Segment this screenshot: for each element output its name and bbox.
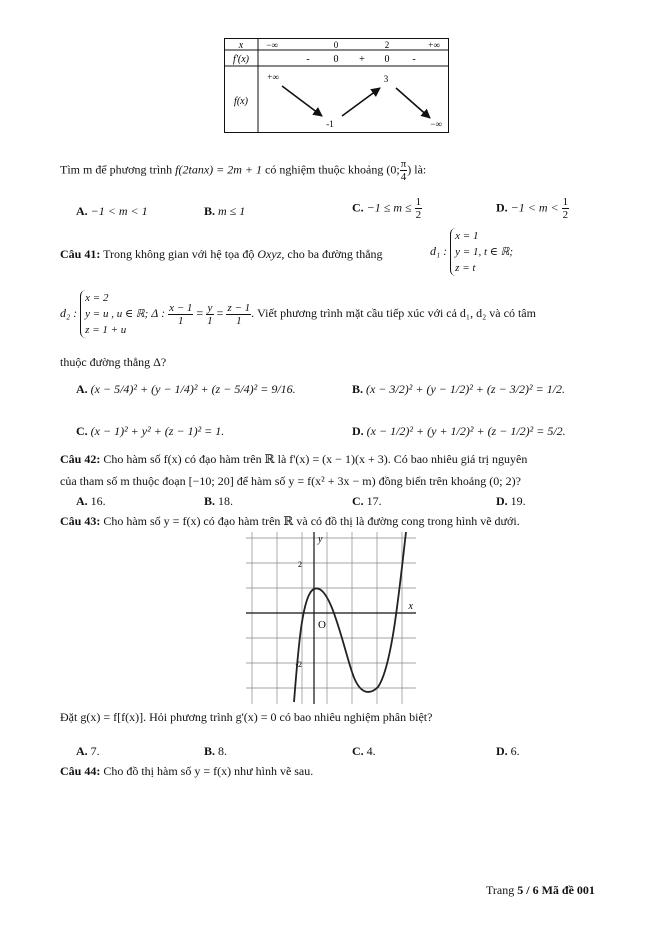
q43-option-a[interactable]: A. 7.	[76, 744, 100, 758]
graph-x-label: x	[408, 601, 413, 612]
q42-line2: của tham số m thuộc đoạn [−10; 20] để hàm số y = f(x² + 3x − m) đồng biến trên khoảng (0; 2)?	[60, 474, 521, 488]
q41-stem-end: thuộc đường thẳng Δ?	[60, 355, 167, 369]
vt-x-3: +∞	[428, 40, 440, 50]
q43-option-c[interactable]: C. 4.	[352, 744, 376, 758]
vt-f-1: -1	[326, 119, 334, 129]
vt-fprime-label: f'(x)	[232, 54, 250, 65]
q42-option-c[interactable]: C. 17.	[352, 494, 382, 508]
vt-sign-3: 0	[384, 54, 390, 65]
vt-arrow-down-2	[396, 88, 430, 118]
q40-option-d[interactable]: D. −1 < m < $\frac{1}{2}$	[496, 196, 569, 221]
vt-sign-1: 0	[333, 54, 339, 65]
q40-option-a[interactable]: A. −1 < m < 1	[76, 204, 148, 218]
q43-line2: Đặt g(x) = f[f(x)]. Hỏi phương trình g'(x) = 0 có bao nhiêu nghiệm phân biệt?	[60, 710, 433, 724]
q41-d1: d₁ : x = 1 y = 1, t ∈ ℝ; z = t	[430, 230, 514, 274]
q41-d2-line: d₂ : x = 2 y = u , u ∈ ℝ; z = 1 + u Δ : $\frac{x - 1}{1}$ = $\frac{y}{1}$ = $\frac{z - 1}{1}$ . Viết phương trình mặt cầu tiếp xúc với cả d₁, d₂ và có tâm	[60, 292, 536, 336]
graph-tick-2: 2	[298, 560, 302, 569]
q42-option-a[interactable]: A. 16.	[76, 494, 106, 508]
q41-option-d[interactable]: D. (x − 1/2)² + (y + 1/2)² + (z − 1/2)² = 5/2.	[352, 424, 566, 438]
q41-option-b[interactable]: B. (x − 3/2)² + (y − 1/2)² + (z − 3/2)² = 1/2.	[352, 382, 566, 396]
q40-option-c[interactable]: C. −1 ≤ m ≤ $\frac{1}{2}$	[352, 196, 422, 221]
q44-line1: Câu 44: Cho đồ thị hàm số y = f(x) như hình vẽ sau.	[60, 764, 314, 778]
vt-f-0: +∞	[267, 72, 279, 82]
q43-line1: Câu 43: Cho hàm số y = f(x) có đạo hàm trên ℝ và có đồ thị là đường cong trong hình vẽ dưới.	[60, 514, 520, 528]
q41-stem: Câu 41: Trong không gian với hệ tọa độ Oxyz, cho ba đường thẳng	[60, 247, 383, 261]
vt-x-label: x	[238, 40, 244, 51]
q43-option-d[interactable]: D. 6.	[496, 744, 520, 758]
vt-x-2: 2	[384, 40, 390, 50]
q42-line1: Câu 42: Cho hàm số f(x) có đạo hàm trên ℝ là f'(x) = (x − 1)(x + 3). Có bao nhiêu giá trị nguyên	[60, 452, 528, 466]
q41-option-a[interactable]: A. (x − 5/4)² + (y − 1/4)² + (z − 5/4)² = 9/16.	[76, 382, 296, 396]
graph-y-label: y	[318, 534, 323, 545]
q41-option-c[interactable]: C. (x − 1)² + y² + (z − 1)² = 1.	[76, 424, 225, 438]
q40-stem: Tìm m để phương trình f(2tanx) = 2m + 1 có nghiệm thuộc khoảng (0; $\frac{\pi}{4}$ ) là:	[60, 158, 427, 183]
q43-option-b[interactable]: B. 8.	[204, 744, 228, 758]
vt-sign-0: -	[306, 54, 310, 65]
vt-f-3: −∞	[430, 119, 442, 129]
vt-x-1: 0	[333, 40, 339, 50]
graph-origin: O	[318, 619, 326, 631]
function-curve	[294, 532, 406, 702]
graph-tick-m2: -2	[295, 660, 302, 669]
vt-x-0: −∞	[266, 40, 278, 50]
vt-sign-2: +	[359, 54, 365, 65]
graph-grid	[246, 532, 416, 704]
vt-f-label: f(x)	[234, 96, 248, 107]
q42-option-d[interactable]: D. 19.	[496, 494, 526, 508]
vt-arrow-up	[342, 88, 380, 116]
variation-table	[224, 38, 450, 134]
vt-sign-4: -	[412, 54, 416, 65]
vt-f-2: 3	[383, 74, 389, 84]
q42-option-b[interactable]: B. 18.	[204, 494, 234, 508]
page-footer: Trang 5 / 6 Mã đề 001	[486, 883, 595, 897]
vt-arrow-down-1	[282, 86, 322, 116]
q40-option-b[interactable]: B. m ≤ 1	[204, 204, 246, 218]
q43-graph	[246, 532, 416, 704]
